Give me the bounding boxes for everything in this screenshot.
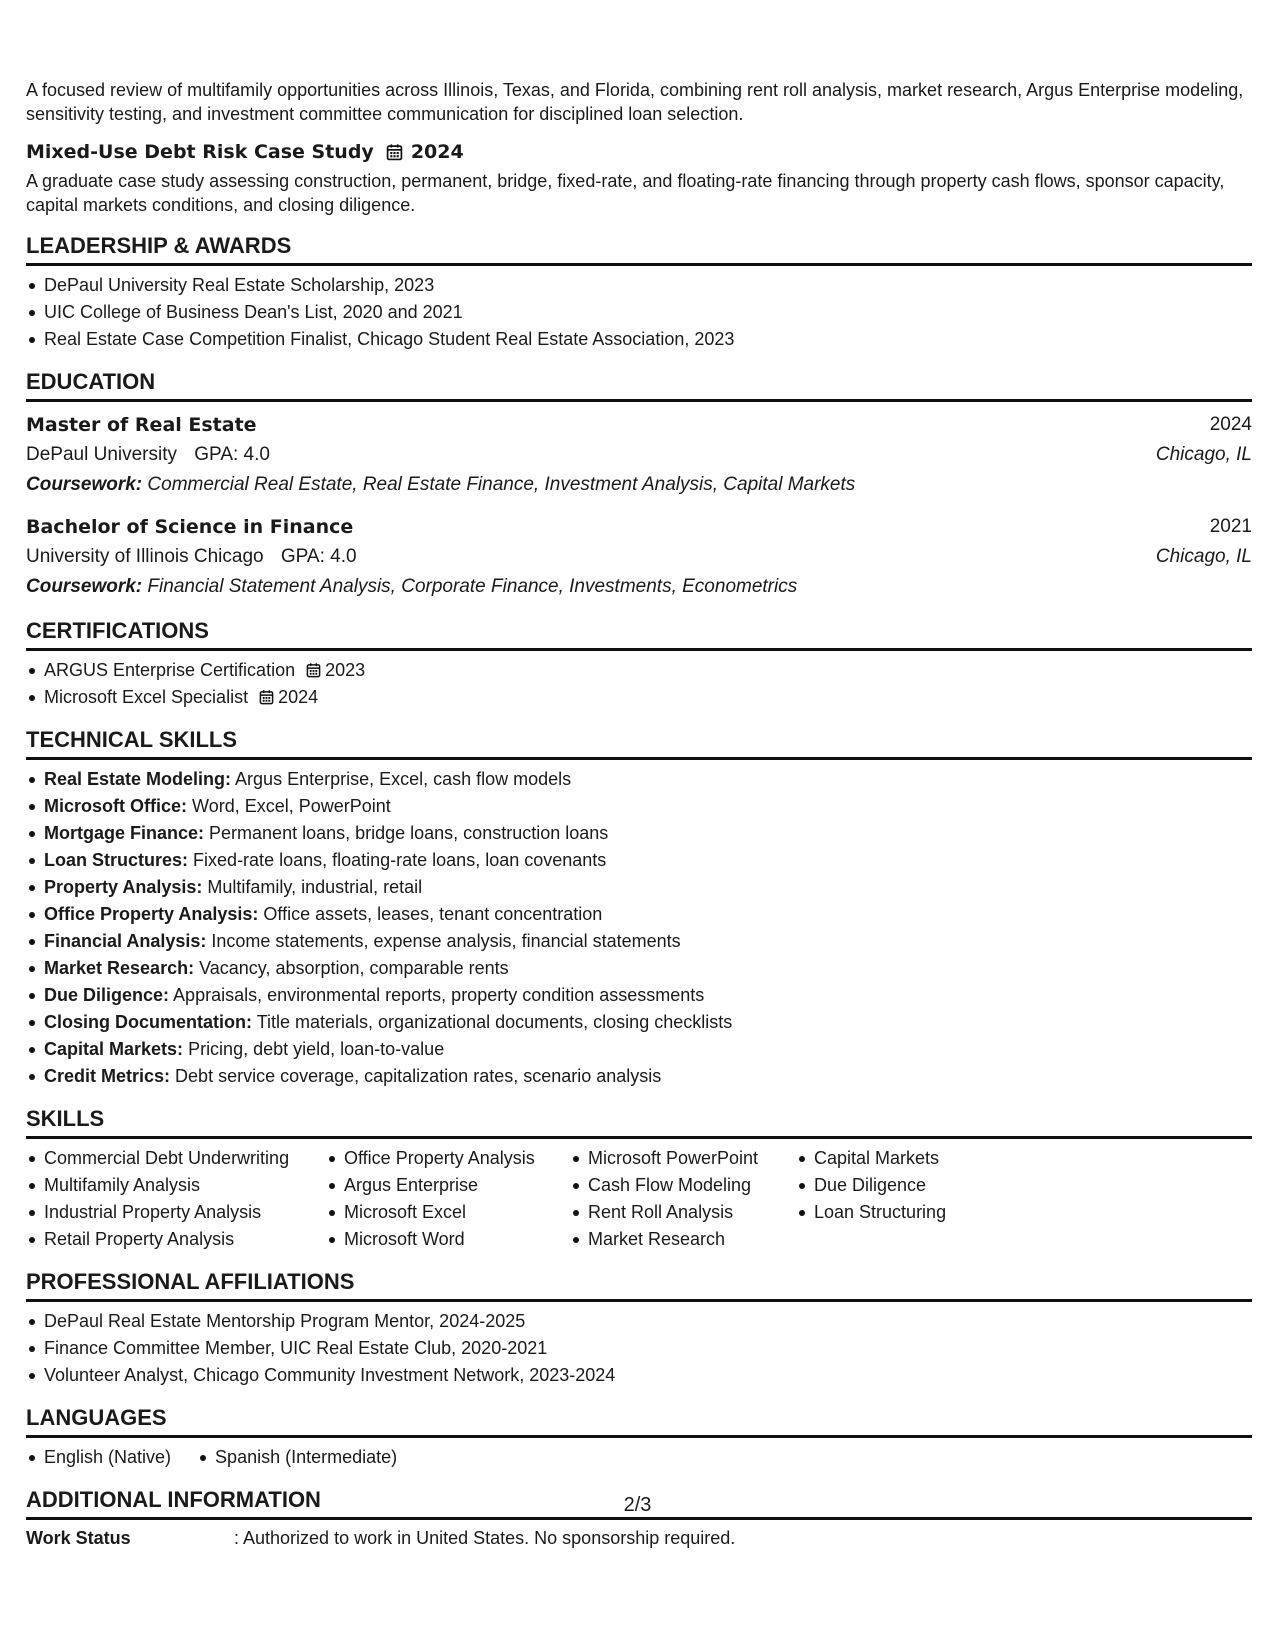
section-heading-education: EDUCATION xyxy=(26,369,1252,402)
certification-year: 2024 xyxy=(278,687,319,707)
list-item xyxy=(26,1063,1252,1090)
graduation-year: 2021 xyxy=(1209,516,1252,537)
list-item: Due Diligence xyxy=(796,1172,1056,1199)
skill-label: Credit Metrics: xyxy=(44,1066,171,1086)
list-item xyxy=(26,766,1252,793)
certification-name: ARGUS Enterprise Certification xyxy=(44,660,296,680)
certification-name: Microsoft Excel Specialist xyxy=(44,687,249,707)
skill-text: Permanent loans, bridge loans, construction loans xyxy=(209,823,609,843)
list-item xyxy=(26,928,1252,955)
work-status-label: Work Status xyxy=(26,1528,131,1548)
list-item: UIC College of Business Dean's List, 2020 and 2021 xyxy=(26,299,1252,326)
list-item: Argus Enterprise xyxy=(326,1172,570,1199)
project-description: A graduate case study assessing construction, permanent, bridge, fixed-rate, and floating-rate financing through property cash flows, sponsor capacity, capital markets conditions, and closing diligence. xyxy=(26,171,1225,215)
resume-content xyxy=(26,78,1252,1550)
project-description: A focused review of multifamily opportunities across Illinois, Texas, and Florida, combining rent roll analysis, market research, Argus Enterprise modeling, sensitivity testing, and investment committee communication for disciplined loan selection. xyxy=(26,80,1244,124)
list-item xyxy=(26,1009,1252,1036)
skill-label: Financial Analysis: xyxy=(44,931,207,951)
skill-label: Real Estate Modeling: xyxy=(44,769,232,789)
school: University of Illinois Chicago xyxy=(26,546,264,567)
list-item xyxy=(26,657,1252,684)
skill-text: Debt service coverage, capitalization rates, scenario analysis xyxy=(175,1066,662,1086)
coursework-list: Commercial Real Estate, Real Estate Finance, Investment Analysis, Capital Markets xyxy=(147,474,856,495)
list-item: Microsoft PowerPoint xyxy=(570,1145,796,1172)
gpa: GPA: 4.0 xyxy=(280,546,357,567)
calendar-icon xyxy=(386,143,403,161)
education-entry xyxy=(26,410,1252,500)
list-item: DePaul Real Estate Mentorship Program Mentor, 2024-2025 xyxy=(26,1308,1252,1335)
skills-column xyxy=(570,1145,796,1253)
skill-label: Office Property Analysis: xyxy=(44,904,259,924)
list-item xyxy=(26,1036,1252,1063)
page-number: 2/3 xyxy=(623,1494,652,1516)
degree: Bachelor of Science in Finance xyxy=(26,516,354,538)
section-heading-skills: SKILLS xyxy=(26,1106,1252,1139)
list-item xyxy=(26,982,1252,1009)
skill-label: Market Research: xyxy=(44,958,195,978)
gpa: GPA: 4.0 xyxy=(194,444,270,465)
skill-label: Loan Structures: xyxy=(44,850,189,870)
skills-column xyxy=(796,1145,1056,1253)
list-item xyxy=(26,955,1252,982)
skills-grid xyxy=(26,1145,1252,1253)
section-heading-additional-information: ADDITIONAL INFORMATION xyxy=(26,1487,1252,1520)
skill-text: Multifamily, industrial, retail xyxy=(207,877,423,897)
school: DePaul University xyxy=(26,444,177,465)
list-item: English (Native) xyxy=(26,1444,171,1471)
list-item xyxy=(26,847,1252,874)
skill-text: Pricing, debt yield, loan-to-value xyxy=(188,1039,445,1059)
section-heading-affiliations: PROFESSIONAL AFFILIATIONS xyxy=(26,1269,1252,1302)
list-item: Commercial Debt Underwriting xyxy=(26,1145,326,1172)
calendar-icon xyxy=(259,689,274,705)
skill-label: Capital Markets: xyxy=(44,1039,184,1059)
list-item: Office Property Analysis xyxy=(326,1145,570,1172)
skill-text: Word, Excel, PowerPoint xyxy=(192,796,391,816)
section-heading-certifications: CERTIFICATIONS xyxy=(26,618,1252,651)
technical-skills-list xyxy=(26,766,1252,1090)
list-item: Capital Markets xyxy=(796,1145,1056,1172)
list-item: Microsoft Word xyxy=(326,1226,570,1253)
skills-column xyxy=(26,1145,326,1253)
coursework xyxy=(26,470,1252,500)
calendar-icon xyxy=(306,662,321,678)
skills-column xyxy=(326,1145,570,1253)
skill-label: Mortgage Finance: xyxy=(44,823,205,843)
list-item: Rent Roll Analysis xyxy=(570,1199,796,1226)
languages-list xyxy=(26,1444,1252,1471)
list-item: Retail Property Analysis xyxy=(26,1226,326,1253)
list-item: Cash Flow Modeling xyxy=(570,1172,796,1199)
section-heading-technical-skills: TECHNICAL SKILLS xyxy=(26,727,1252,760)
section-heading-languages: LANGUAGES xyxy=(26,1405,1252,1438)
list-item xyxy=(26,684,1252,711)
section-heading-leadership: LEADERSHIP & AWARDS xyxy=(26,233,1252,266)
skill-text: Fixed-rate loans, floating-rate loans, loan covenants xyxy=(193,850,607,870)
graduation-year: 2024 xyxy=(1209,414,1252,435)
list-item: Volunteer Analyst, Chicago Community Investment Network, 2023-2024 xyxy=(26,1362,1252,1389)
coursework-list: Financial Statement Analysis, Corporate Finance, Investments, Econometrics xyxy=(147,576,798,597)
list-item xyxy=(26,793,1252,820)
leadership-list xyxy=(26,272,1252,353)
list-item: Spanish (Intermediate) xyxy=(197,1444,397,1471)
list-item: Industrial Property Analysis xyxy=(26,1199,326,1226)
list-item: Microsoft Excel xyxy=(326,1199,570,1226)
list-item xyxy=(26,874,1252,901)
list-item xyxy=(26,901,1252,928)
location: Chicago, IL xyxy=(1155,444,1252,465)
skill-text: Appraisals, environmental reports, property condition assessments xyxy=(173,985,705,1005)
project-year: 2024 xyxy=(410,141,464,163)
project-title-row xyxy=(26,139,1252,165)
location: Chicago, IL xyxy=(1155,546,1252,567)
skill-label: Property Analysis: xyxy=(44,877,203,897)
certification-year: 2023 xyxy=(325,660,366,680)
skill-label: Due Diligence: xyxy=(44,985,170,1005)
work-status-value: : Authorized to work in United States. No sponsorship required. xyxy=(234,1528,736,1548)
certifications-list xyxy=(26,657,1252,711)
list-item: Finance Committee Member, UIC Real Estate Club, 2020-2021 xyxy=(26,1335,1252,1362)
work-status-row xyxy=(26,1526,1252,1550)
coursework-label: Coursework: xyxy=(26,576,143,597)
skill-label: Closing Documentation: xyxy=(44,1012,252,1032)
degree: Master of Real Estate xyxy=(26,414,257,436)
list-item: Real Estate Case Competition Finalist, Chicago Student Real Estate Association, 2023 xyxy=(26,326,1252,353)
project-title: Mixed-Use Debt Risk Case Study xyxy=(26,141,374,163)
list-item: DePaul University Real Estate Scholarship, 2023 xyxy=(26,272,1252,299)
list-item: Multifamily Analysis xyxy=(26,1172,326,1199)
affiliations-list xyxy=(26,1308,1252,1389)
skill-text: Office assets, leases, tenant concentration xyxy=(263,904,603,924)
skill-label: Microsoft Office: xyxy=(44,796,188,816)
skill-text: Vacancy, absorption, comparable rents xyxy=(199,958,509,978)
skill-text: Argus Enterprise, Excel, cash flow models xyxy=(235,769,572,789)
coursework xyxy=(26,572,1252,602)
skill-text: Title materials, organizational documents, closing checklists xyxy=(256,1012,733,1032)
list-item: Market Research xyxy=(570,1226,796,1253)
coursework-label: Coursework: xyxy=(26,474,143,495)
list-item xyxy=(26,820,1252,847)
skill-text: Income statements, expense analysis, financial statements xyxy=(211,931,681,951)
list-item: Loan Structuring xyxy=(796,1199,1056,1226)
education-entry xyxy=(26,512,1252,602)
